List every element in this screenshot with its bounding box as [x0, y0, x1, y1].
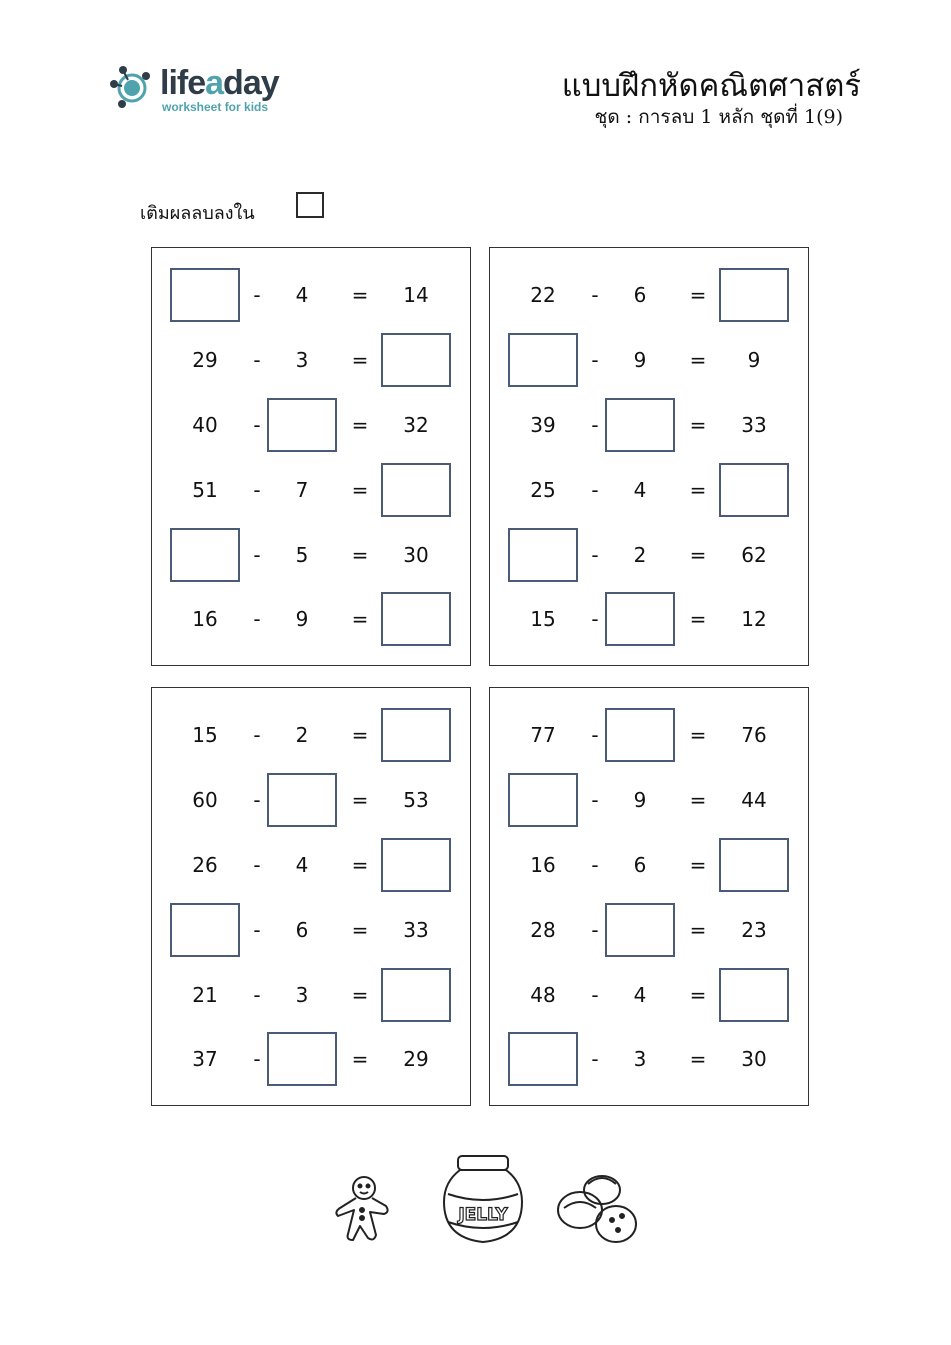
- subtrahend-value: 4: [633, 478, 647, 502]
- subtrahend-answer-box[interactable]: [267, 398, 337, 452]
- problem-row: [490, 838, 808, 892]
- page-subtitle: ชุด : การลบ 1 หลัก ชุดที่ 1(9): [594, 106, 843, 128]
- problem-row: [490, 903, 808, 957]
- equals-sign: =: [689, 348, 707, 372]
- problem-row: [152, 268, 470, 322]
- difference-value: 12: [741, 607, 767, 631]
- difference-answer-box[interactable]: [381, 592, 451, 646]
- minuend-answer-box[interactable]: [170, 528, 240, 582]
- minuend-value: 77: [530, 723, 556, 747]
- logo-tagline: worksheet for kids: [162, 100, 269, 114]
- subtrahend-value: 4: [633, 983, 647, 1007]
- minus-sign: -: [591, 478, 599, 502]
- difference-value: 62: [741, 543, 767, 567]
- subtrahend-value: 3: [295, 983, 309, 1007]
- equals-sign: =: [351, 983, 369, 1007]
- minuend-answer-box[interactable]: [508, 1032, 578, 1086]
- subtrahend-value: 9: [633, 788, 647, 812]
- minus-sign: -: [591, 543, 599, 567]
- chocolates-icon: [552, 1150, 642, 1248]
- minus-sign: -: [591, 607, 599, 631]
- problem-panel-4: [489, 687, 809, 1106]
- minuend-answer-box[interactable]: [170, 903, 240, 957]
- minus-sign: -: [253, 543, 261, 567]
- subtrahend-value: 6: [633, 853, 647, 877]
- equals-sign: =: [689, 983, 707, 1007]
- difference-value: 14: [403, 283, 429, 307]
- instruction-answer-box-icon: [296, 192, 324, 218]
- subtrahend-value: 5: [295, 543, 309, 567]
- problem-row: [152, 773, 470, 827]
- minuend-value: 21: [192, 983, 218, 1007]
- minuend-answer-box[interactable]: [508, 773, 578, 827]
- subtrahend-value: 7: [295, 478, 309, 502]
- equals-sign: =: [351, 723, 369, 747]
- subtrahend-value: 2: [633, 543, 647, 567]
- equals-sign: =: [351, 1047, 369, 1071]
- problem-row: [152, 398, 470, 452]
- minuend-value: 37: [192, 1047, 218, 1071]
- subtrahend-answer-box[interactable]: [267, 1032, 337, 1086]
- difference-answer-box[interactable]: [381, 333, 451, 387]
- subtrahend-answer-box[interactable]: [267, 773, 337, 827]
- subtrahend-value: 6: [295, 918, 309, 942]
- equals-sign: =: [351, 788, 369, 812]
- minus-sign: -: [253, 918, 261, 942]
- minuend-value: 25: [530, 478, 556, 502]
- minuend-value: 60: [192, 788, 218, 812]
- equals-sign: =: [689, 853, 707, 877]
- problem-panel-3: [151, 687, 471, 1106]
- equals-sign: =: [351, 543, 369, 567]
- difference-value: 30: [741, 1047, 767, 1071]
- subtrahend-value: 4: [295, 283, 309, 307]
- problem-row: [152, 838, 470, 892]
- equals-sign: =: [351, 853, 369, 877]
- equals-sign: =: [351, 478, 369, 502]
- difference-value: 44: [741, 788, 767, 812]
- difference-answer-box[interactable]: [719, 838, 789, 892]
- problem-row: [490, 333, 808, 387]
- problem-row: [152, 463, 470, 517]
- difference-value: 30: [403, 543, 429, 567]
- difference-answer-box[interactable]: [381, 708, 451, 762]
- difference-answer-box[interactable]: [381, 968, 451, 1022]
- equals-sign: =: [689, 543, 707, 567]
- problem-row: [152, 708, 470, 762]
- subtrahend-value: 2: [295, 723, 309, 747]
- minus-sign: -: [591, 413, 599, 437]
- minuend-answer-box[interactable]: [170, 268, 240, 322]
- minus-sign: -: [253, 348, 261, 372]
- subtrahend-answer-box[interactable]: [605, 592, 675, 646]
- gingerbread-man-icon: [326, 1150, 396, 1248]
- minus-sign: -: [253, 853, 261, 877]
- difference-value: 32: [403, 413, 429, 437]
- equals-sign: =: [351, 413, 369, 437]
- difference-value: 76: [741, 723, 767, 747]
- problem-row: [490, 773, 808, 827]
- problem-row: [490, 398, 808, 452]
- subtrahend-value: 3: [295, 348, 309, 372]
- equals-sign: =: [689, 723, 707, 747]
- subtrahend-value: 9: [295, 607, 309, 631]
- subtrahend-value: 4: [295, 853, 309, 877]
- minuend-value: 39: [530, 413, 556, 437]
- minuend-value: 16: [530, 853, 556, 877]
- subtrahend-value: 6: [633, 283, 647, 307]
- equals-sign: =: [689, 788, 707, 812]
- minuend-value: 26: [192, 853, 218, 877]
- problem-row: [152, 592, 470, 646]
- minuend-value: 29: [192, 348, 218, 372]
- logo-wordmark: lifeaday: [160, 64, 279, 102]
- subtrahend-answer-box[interactable]: [605, 708, 675, 762]
- equals-sign: =: [689, 918, 707, 942]
- equals-sign: =: [689, 1047, 707, 1071]
- difference-value: 53: [403, 788, 429, 812]
- difference-value: 33: [741, 413, 767, 437]
- minuend-value: 48: [530, 983, 556, 1007]
- minuend-value: 15: [192, 723, 218, 747]
- problem-row: [152, 1032, 470, 1086]
- minus-sign: -: [253, 478, 261, 502]
- difference-value: 29: [403, 1047, 429, 1071]
- minus-sign: -: [591, 348, 599, 372]
- minuend-value: 28: [530, 918, 556, 942]
- problem-row: [490, 708, 808, 762]
- subtrahend-value: 9: [633, 348, 647, 372]
- minuend-value: 51: [192, 478, 218, 502]
- problem-row: [152, 903, 470, 957]
- minus-sign: -: [591, 1047, 599, 1071]
- difference-answer-box[interactable]: [381, 463, 451, 517]
- equals-sign: =: [689, 413, 707, 437]
- minus-sign: -: [253, 983, 261, 1007]
- minus-sign: -: [253, 283, 261, 307]
- difference-value: 33: [403, 918, 429, 942]
- problem-panel-2: [489, 247, 809, 666]
- equals-sign: =: [351, 348, 369, 372]
- difference-value: 9: [747, 348, 761, 372]
- minus-sign: -: [253, 607, 261, 631]
- equals-sign: =: [689, 283, 707, 307]
- problem-row: [152, 528, 470, 582]
- minuend-value: 15: [530, 607, 556, 631]
- equals-sign: =: [689, 607, 707, 631]
- minus-sign: -: [591, 853, 599, 877]
- equals-sign: =: [689, 478, 707, 502]
- problem-row: [490, 968, 808, 1022]
- minus-sign: -: [253, 1047, 261, 1071]
- page-title: แบบฝึกหัดคณิตศาสตร์: [561, 68, 861, 104]
- problem-row: [152, 333, 470, 387]
- minus-sign: -: [591, 723, 599, 747]
- difference-value: 23: [741, 918, 767, 942]
- minus-sign: -: [591, 788, 599, 812]
- minus-sign: -: [253, 788, 261, 812]
- minus-sign: -: [591, 918, 599, 942]
- logo-molecule-icon: [108, 62, 158, 112]
- svg-text:JELLY: JELLY: [458, 1205, 508, 1225]
- minuend-value: 40: [192, 413, 218, 437]
- instruction-text: เติมผลลบลงใน: [140, 203, 255, 224]
- difference-answer-box[interactable]: [719, 268, 789, 322]
- problem-row: [490, 1032, 808, 1086]
- difference-answer-box[interactable]: [381, 838, 451, 892]
- subtrahend-answer-box[interactable]: [605, 398, 675, 452]
- problem-row: [490, 268, 808, 322]
- equals-sign: =: [351, 283, 369, 307]
- minuend-answer-box[interactable]: [508, 528, 578, 582]
- problem-row: [490, 592, 808, 646]
- subtrahend-value: 3: [633, 1047, 647, 1071]
- jelly-jar-icon: [440, 1150, 526, 1250]
- minuend-answer-box[interactable]: [508, 333, 578, 387]
- subtrahend-answer-box[interactable]: [605, 903, 675, 957]
- minuend-value: 22: [530, 283, 556, 307]
- lifeaday-logo: [108, 62, 298, 118]
- difference-answer-box[interactable]: [719, 968, 789, 1022]
- problem-row: [152, 968, 470, 1022]
- minuend-value: 16: [192, 607, 218, 631]
- minus-sign: -: [591, 983, 599, 1007]
- problem-panel-1: [151, 247, 471, 666]
- difference-answer-box[interactable]: [719, 463, 789, 517]
- equals-sign: =: [351, 607, 369, 631]
- minus-sign: -: [253, 413, 261, 437]
- minus-sign: -: [591, 283, 599, 307]
- problem-row: [490, 528, 808, 582]
- problem-row: [490, 463, 808, 517]
- equals-sign: =: [351, 918, 369, 942]
- minus-sign: -: [253, 723, 261, 747]
